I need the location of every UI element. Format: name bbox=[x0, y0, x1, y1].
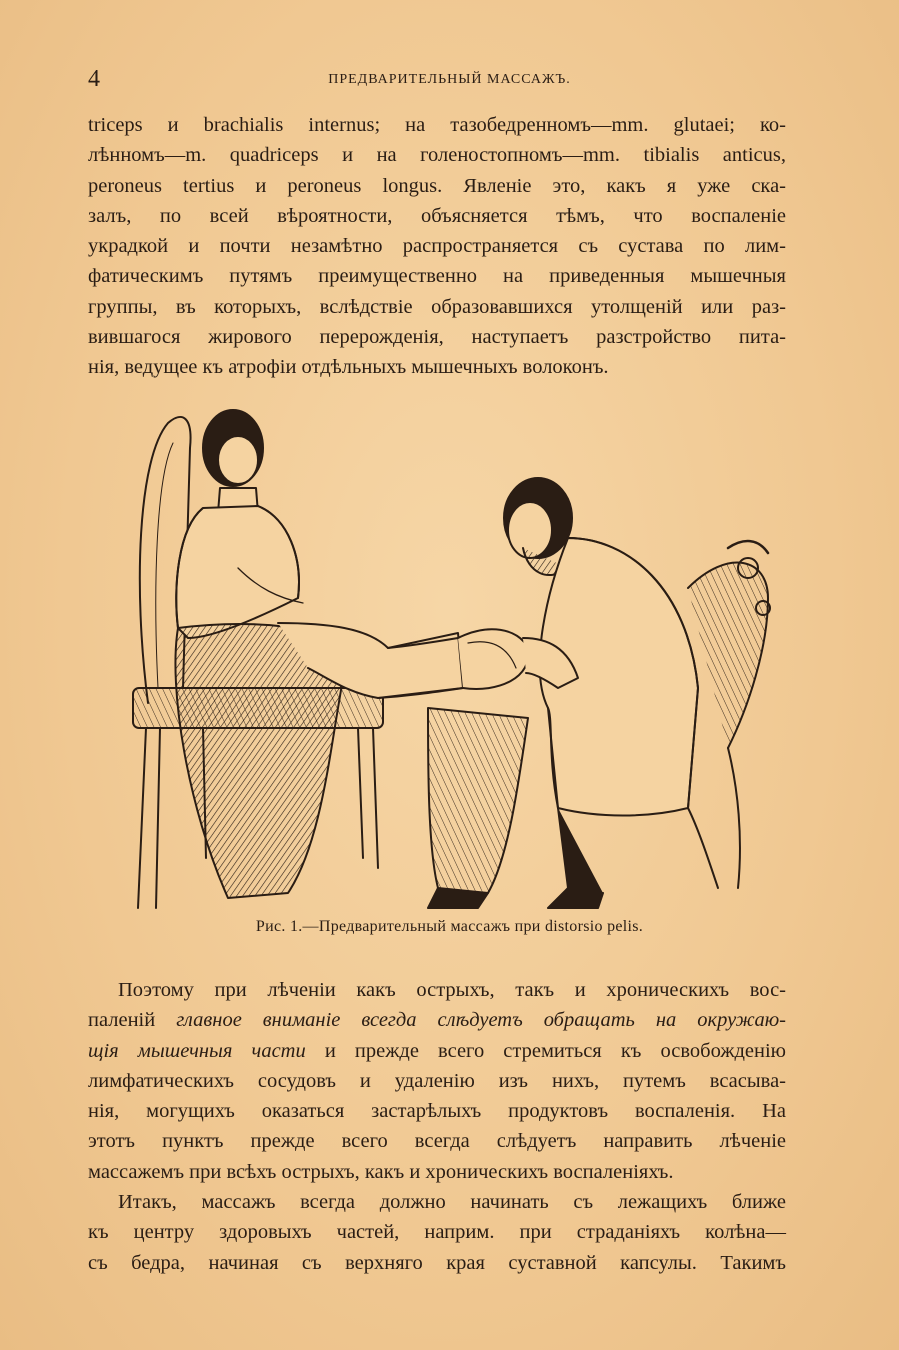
text-line: фатическимъ путямъ преимущественно на приведенныя мышечныя bbox=[88, 265, 786, 288]
text-line: peroneus tertius и peroneus longus. Явленіе это, какъ я уже ска- bbox=[88, 174, 786, 197]
text-line: нія, ведущее къ атрофіи отдѣльныхъ мышечныхъ волоконъ. bbox=[88, 356, 609, 379]
paragraph-1 bbox=[88, 110, 786, 383]
emphasis-text: главное вниманіе всегда слѣдуетъ обращать на окружаю- bbox=[176, 1009, 786, 1032]
text-line bbox=[88, 1005, 786, 1035]
text-line: лимфатическихъ сосудовъ и удаленію изъ нихъ, путемъ всасыва- bbox=[88, 1069, 786, 1092]
kneeling-man bbox=[428, 478, 698, 908]
text-line: массажемъ при всѣхъ острыхъ, какъ и хроническихъ воспаленіяхъ. bbox=[88, 1160, 674, 1183]
figure-caption: Рис. 1.—Предварительный массажъ при distorsio pelis. bbox=[255, 918, 644, 935]
text-line: Поэтому при лѣченіи какъ острыхъ, такъ и хроническихъ вос- bbox=[118, 979, 786, 1001]
text-line: нія, могущихъ оказаться застарѣлыхъ продуктовъ воспаленія. На bbox=[88, 1100, 786, 1123]
text-line: вившагося жирового перерожденія, наступаетъ разстройство пита- bbox=[88, 326, 786, 349]
text-line: Итакъ, массажъ всегда должно начинать съ лежащихъ ближе bbox=[118, 1191, 786, 1214]
text-run: паленій bbox=[88, 1009, 177, 1032]
emphasis-text: щія мышечныя части bbox=[88, 1039, 306, 1062]
text-line: лѣнномъ—m. quadriceps и на голеностопномъ—mm. tibialis anticus, bbox=[88, 144, 786, 167]
engraving-illustration bbox=[128, 388, 773, 913]
paragraph-2 bbox=[88, 975, 786, 1278]
text-run: и прежде всего стремиться къ освобожденію bbox=[305, 1039, 786, 1062]
seated-woman bbox=[175, 410, 463, 898]
text-line: къ центру здоровыхъ частей, наприм. при страданіяхъ колѣна— bbox=[88, 1221, 786, 1244]
text-line: съ бедра, начиная съ верхняго края суставной капсулы. Такимъ bbox=[88, 1251, 786, 1274]
right-chair bbox=[688, 541, 770, 888]
running-title: ПРЕДВАРИТЕЛЬНЫЙ МАССАЖЪ. bbox=[328, 72, 571, 87]
massage-engraving bbox=[128, 388, 773, 913]
text-line: группы, въ которыхъ, вслѣдствіе образовавшихся утолщеній или раз- bbox=[88, 295, 786, 318]
text-line: triceps и brachialis internus; на тазобедренномъ—mm. glutaei; ко- bbox=[88, 114, 786, 136]
text-line bbox=[88, 1036, 786, 1066]
page-header bbox=[0, 66, 899, 96]
page-number: 4 bbox=[88, 66, 100, 92]
text-line: украдкой и почти незамѣтно распространяется съ сустава по лим- bbox=[88, 235, 786, 258]
text-line: этотъ пунктъ прежде всего всегда слѣдуетъ направить лѣченіе bbox=[88, 1130, 786, 1153]
text-line: залъ, по всей вѣроятности, объясняется тѣмъ, что воспаленіе bbox=[88, 204, 786, 227]
